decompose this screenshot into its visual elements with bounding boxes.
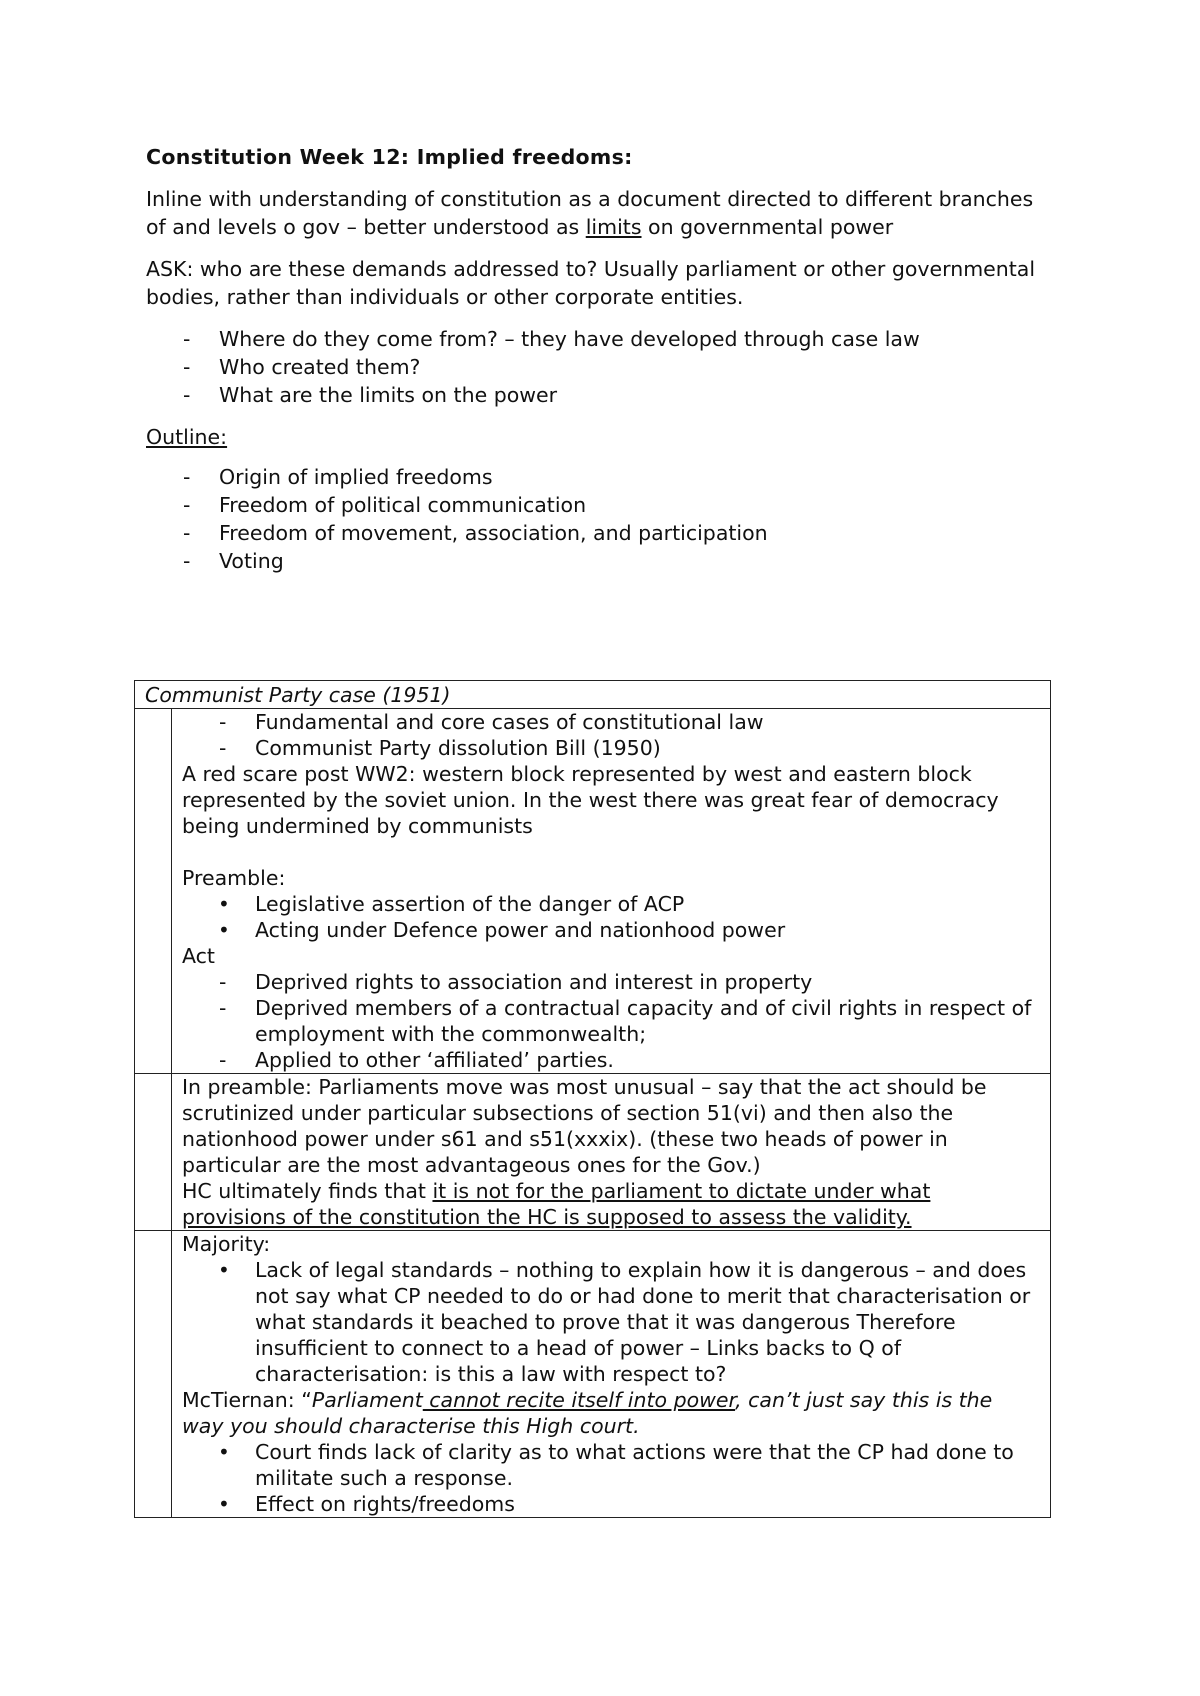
quote-italic-end: , can’t just say this is the way you should characterise this High court.: [182, 1388, 993, 1438]
list-item: - Communist Party dissolution Bill (1950): [182, 735, 1038, 761]
table-content-cell: [172, 1231, 1051, 1518]
table-left-cell: [135, 709, 172, 1074]
table-content-cell: [172, 709, 1051, 1074]
majority-label: Majority:: [182, 1232, 271, 1256]
list-item: - Applied to other ‘affiliated’ parties.: [182, 1047, 1038, 1073]
page-title: Constitution Week 12: Implied freedoms:: [146, 145, 633, 169]
intro-paragraph: [146, 185, 1046, 241]
table-content-cell: [172, 1074, 1051, 1231]
table-row: [135, 1074, 1051, 1231]
court-findings-list: [182, 1439, 1038, 1517]
ask-paragraph: ASK: who are these demands addressed to? Usually parliament or other governmental bodies, rather than individuals or other corporate entities.: [146, 257, 1036, 309]
quote-italic-start: Parliament: [311, 1388, 423, 1412]
list-item: - Freedom of movement, association, and participation: [146, 519, 1046, 547]
case-notes-table: [134, 680, 1051, 1518]
list-item: - Origin of implied freedoms: [146, 463, 1046, 491]
hc-finding: [182, 1178, 1038, 1230]
table-left-cell: [135, 1074, 172, 1231]
list-item: • Lack of legal standards – nothing to explain how it is dangerous – and does not say what CP needed to do or had done to merit that characterisation or what standards it beached to prove that it was dangerous Therefore insufficient to connect to a head of power – Links backs to Q of characterisation: is this a law with respect to?: [182, 1257, 1038, 1387]
questions-list: [146, 325, 1046, 409]
list-item: • Effect on rights/freedoms: [182, 1491, 1038, 1517]
hc-underlined-text: it is not for the parliament to dictate under what provisions of the constitution the HC is supposed to assess the validity.: [182, 1179, 931, 1229]
mctiernan-prefix: McTiernan: “: [182, 1388, 312, 1412]
table-row: [135, 709, 1051, 1074]
list-item: • Acting under Defence power and nationhood power: [182, 917, 1038, 943]
list-item: - Where do they come from? – they have developed through case law: [146, 325, 1046, 353]
list-item: - What are the limits on the power: [146, 381, 1046, 409]
table-row: [135, 1231, 1051, 1518]
list-item: - Deprived rights to association and interest in property: [182, 969, 1038, 995]
intro-underlined-word: limits: [585, 215, 642, 239]
case-overview-list: [182, 709, 1038, 761]
list-item: - Who created them?: [146, 353, 1046, 381]
majority-list: [182, 1257, 1038, 1387]
preamble-label: Preamble:: [182, 866, 286, 890]
table-header-row: [135, 681, 1051, 709]
document-body: [146, 143, 1046, 589]
intro-text-start: Inline with understanding of constitution as a document directed to different branches of and levels o gov – better understood as: [146, 187, 1034, 239]
spacer: [182, 839, 1038, 865]
list-item: • Court finds lack of clarity as to what actions were that the CP had done to militate such a response.: [182, 1439, 1038, 1491]
table-left-cell: [135, 1231, 172, 1518]
act-label: Act: [182, 944, 215, 968]
list-item: - Freedom of political communication: [146, 491, 1046, 519]
case-title-cell: Communist Party case (1951): [135, 681, 1051, 709]
act-list: [182, 969, 1038, 1073]
preamble-list: [182, 891, 1038, 943]
outline-heading: [146, 423, 1046, 451]
hc-text-start: HC ultimately finds that: [182, 1179, 433, 1203]
preamble-paragraph: In preamble: Parliaments move was most unusual – say that the act should be scrutinized under particular subsections of section 51(vi) and then also the nationhood power under s61 and s51(xxxix). (these two heads of power in particular are the most advantageous ones for the Gov.): [182, 1075, 987, 1177]
context-text: A red scare post WW2: western block represented by west and eastern block represented by the soviet union. In the west there was great fear of democracy being undermined by communists: [182, 762, 999, 838]
quote-underlined: cannot recite itself into power: [422, 1388, 736, 1412]
list-item: - Deprived members of a contractual capacity and of civil rights in respect of employment with the commonwealth;: [182, 995, 1038, 1047]
list-item: - Voting: [146, 547, 1046, 575]
list-item: • Legislative assertion of the danger of ACP: [182, 891, 1038, 917]
intro-text-end: on governmental power: [641, 215, 894, 239]
outline-label: Outline:: [146, 425, 228, 449]
list-item: - Fundamental and core cases of constitutional law: [182, 709, 1038, 735]
mctiernan-quote: [182, 1387, 1038, 1439]
outline-list: [146, 463, 1046, 575]
